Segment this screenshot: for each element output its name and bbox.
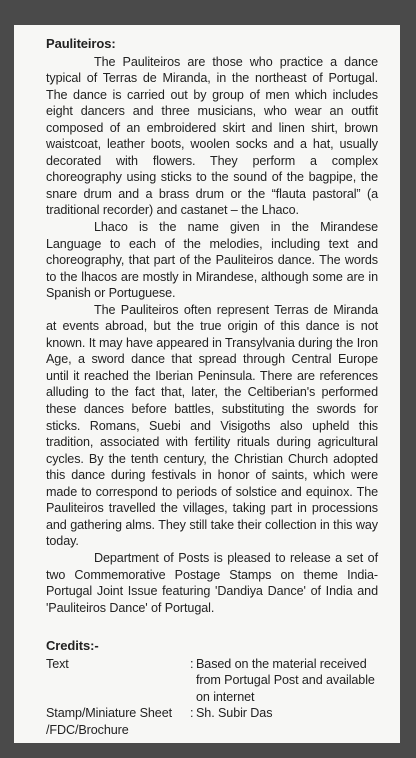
section-heading: Pauliteiros: bbox=[46, 36, 116, 51]
credit-label: Text bbox=[46, 656, 69, 671]
credits-heading: Credits:- bbox=[46, 638, 99, 654]
brochure-content bbox=[46, 36, 378, 738]
paragraph-lhaco: Lhaco is the name given in the Mirandese Language to each of the melodies, including text and choreography, that part of the Pauliteiros dance. The words to the lhacos are mostly in Mirandese, although some are in Spanish or Portuguese. bbox=[46, 220, 378, 301]
credit-value: Based on the material received from Portugal Post and available on internet bbox=[196, 656, 375, 704]
paragraph-release: Department of Posts is pleased to release a set of two Commemorative Postage Stamps on theme India-Portugal Joint Issue featuring 'Dandiya Dance' of India and 'Pauliteiros Dance' of Portugal. bbox=[46, 550, 378, 615]
credit-row-text bbox=[46, 656, 378, 706]
credit-label: Stamp/Miniature Sheet /FDC/Brochure bbox=[46, 706, 173, 737]
paragraph-history: The Pauliteiros often represent Terras de Miranda at events abroad, but the true origin of this dance is not known. It may have appeared in Transylvania during the Iron Age, a sword dance that spread through Central Europe until it reached the Iberian Peninsula. There are references alluding to the fact that, later, the Celtiberian's performed these dances before battles, substituting the swords for sticks. Romans, Suebi and Visigoths also upheld this tradition, associated with fertility rituals during agricultural cycles. By the tenth century, the Christian Church adopted this dance during festivals in honor of saints, which were made to correspond to periods of solstice and equinox. The Pauliteiros travelled the villages, taking part in processions and gathering alms. They still take their collection in this way today. bbox=[46, 302, 378, 549]
credit-row-design bbox=[46, 705, 378, 738]
credit-separator: : bbox=[190, 706, 194, 721]
paragraph-intro: The Pauliteiros are those who practice a dance typical of Terras de Miranda, in the northeast of Portugal. The dance is carried out by group of men which includes eight dancers and three musicians, who wear an outfit composed of an embroidered skirt and linen shirt, brown waistcoat, leather boots, woolen socks and a hat, usually decorated with flowers. They perform a complex choreography using sticks to the sound of the bagpipe, the snare drum and a brass drum or the “flauta pastoral” (a traditional recorder) and castanet – the Lhaco. bbox=[46, 54, 378, 218]
credit-value: Sh. Subir Das bbox=[196, 706, 273, 721]
credit-separator: : bbox=[190, 656, 194, 671]
brochure-page bbox=[14, 25, 400, 743]
